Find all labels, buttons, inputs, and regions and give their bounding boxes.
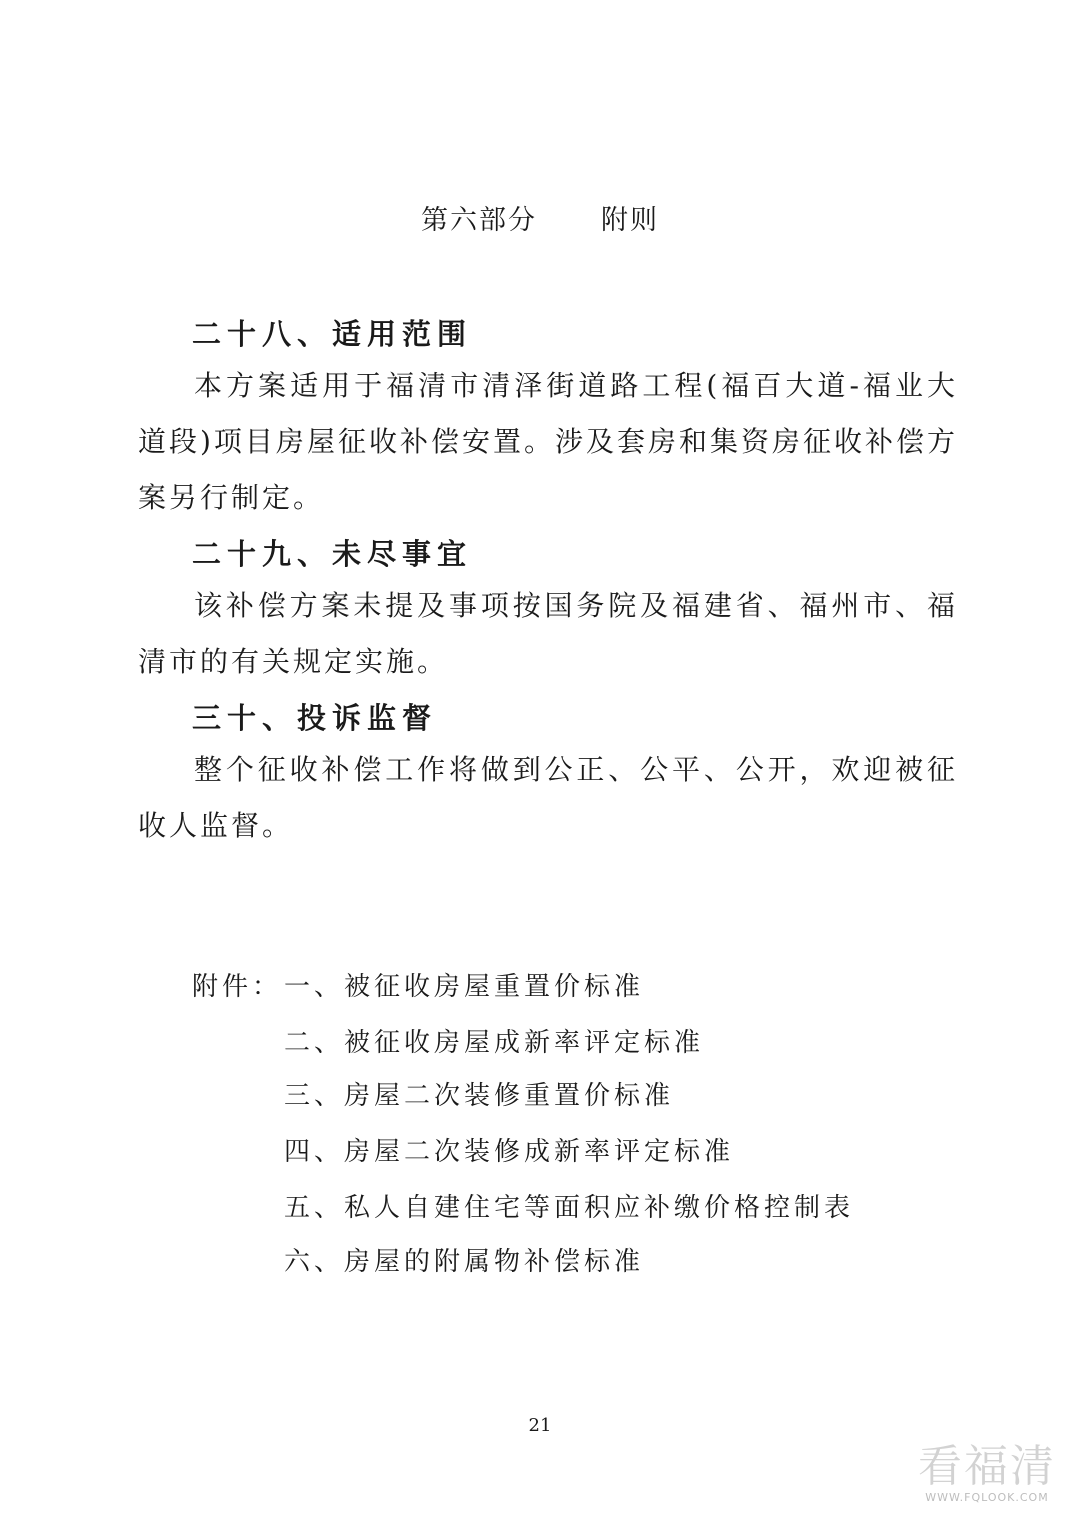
attachment-item: 六、房屋的附属物补偿标准: [284, 1247, 645, 1277]
section-heading-29: 二十九、未尽事宜: [192, 537, 473, 571]
attachment-item: 四、房屋二次装修成新率评定标准: [284, 1137, 735, 1167]
part-title-name: 附则: [601, 205, 659, 236]
attachment-item: 五、私人自建住宅等面积应补缴价格控制表: [284, 1193, 855, 1223]
attachment-item: 一、被征收房屋重置价标准: [284, 972, 645, 1002]
page-number: 21: [528, 1415, 552, 1436]
watermark-logo: [918, 1443, 1056, 1504]
section-heading-28: 二十八、适用范围: [192, 317, 473, 351]
part-title-number: 第六部分: [421, 205, 537, 236]
attachment-item: 二、被征收房屋成新率评定标准: [284, 1028, 705, 1058]
watermark-url: WWW.FQLOOK.COM: [925, 1491, 1049, 1504]
watermark-main-text: 看福清: [918, 1441, 1056, 1492]
attachments-label: 附件：: [192, 972, 283, 1002]
section-body-29: 该补偿方案未提及事项按国务院及福建省、福州市、福清市的有关规定实施。: [138, 589, 958, 678]
section-body-30: 整个征收补偿工作将做到公正、公平、公开，欢迎被征收人监督。: [138, 753, 958, 842]
section-heading-30: 三十、投诉监督: [192, 701, 438, 735]
part-title: [0, 198, 1080, 237]
attachment-item: 三、房屋二次装修重置价标准: [284, 1081, 675, 1111]
section-body-28: 本方案适用于福清市清泽街道路工程(福百大道-福业大道段)项目房屋征收补偿安置。涉及套房和集资房征收补偿方案另行制定。: [138, 369, 958, 514]
